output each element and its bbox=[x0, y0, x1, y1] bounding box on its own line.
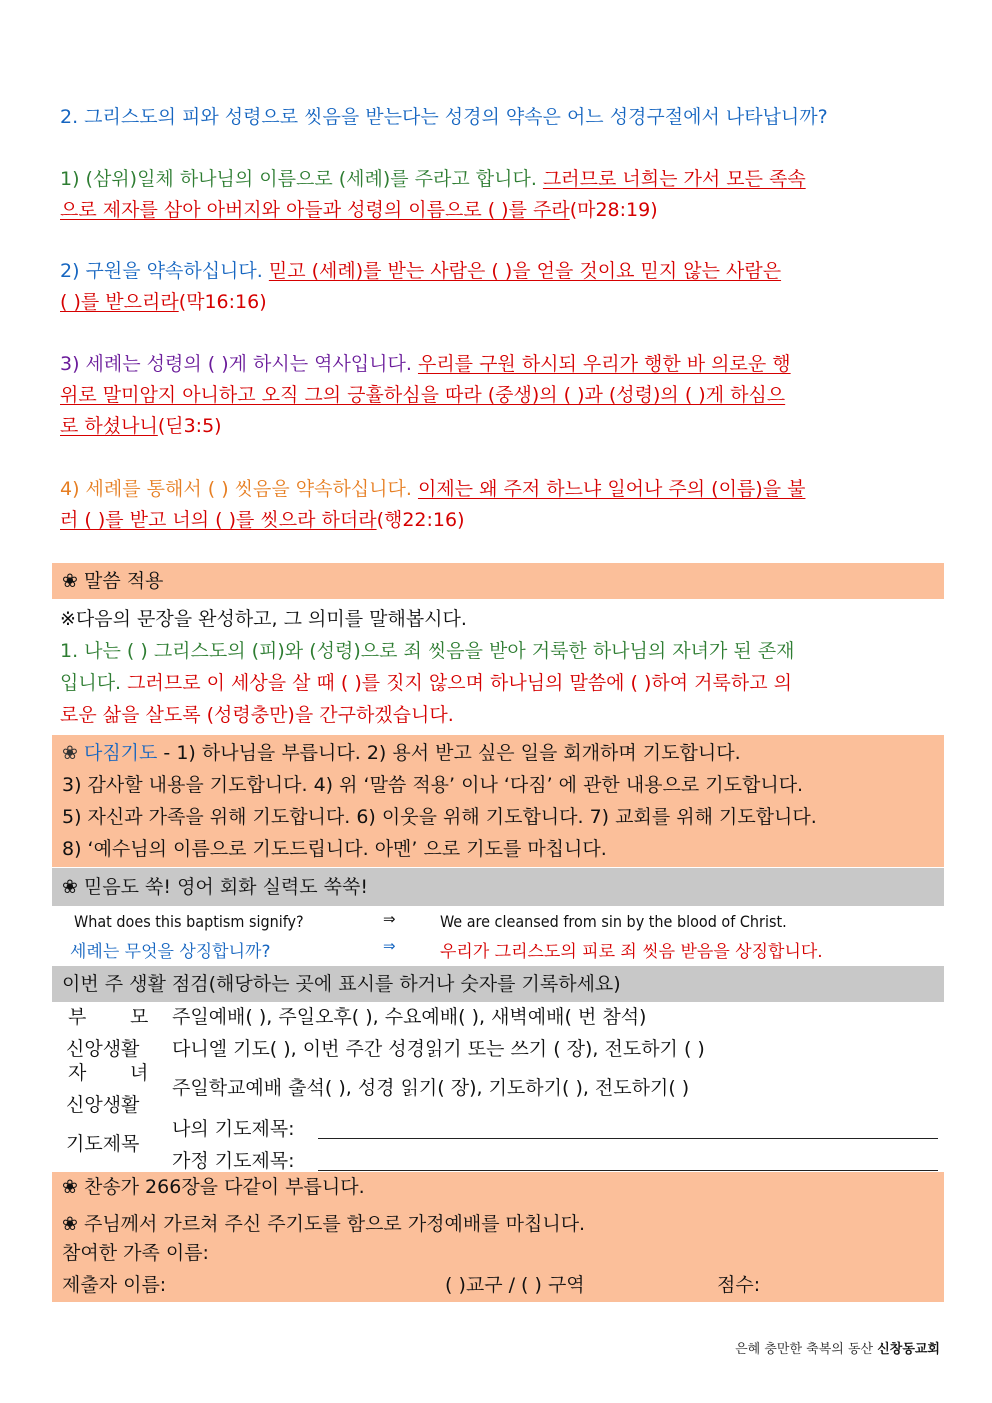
english-answer: We are cleansed from sin by the blood of Christ. bbox=[440, 912, 787, 931]
kids-practice-row: 주일학교예배 출석( ), 성경 읽기( 장), 기도하기( ), 전도하기( ) bbox=[172, 1077, 690, 1099]
my-prayer-field[interactable] bbox=[318, 1138, 938, 1139]
parents-label-faith: 신앙생활 bbox=[66, 1038, 140, 1060]
answer-3-line-3 bbox=[60, 411, 940, 441]
application-line-2-green: 입니다. bbox=[60, 672, 122, 694]
hymn-line: ❀ 찬송가 266장을 다같이 부릅니다. bbox=[62, 1176, 365, 1198]
application-heading: ❀ 말씀 적용 bbox=[62, 570, 164, 592]
answer-2-verse-1: 믿고 (세례)를 받는 사람은 ( )을 얻을 것이요 믿지 않는 사람은 bbox=[268, 260, 782, 282]
score-label: 점수: bbox=[717, 1274, 761, 1296]
kids-label-ja: 자 bbox=[68, 1062, 87, 1084]
question-2: 2. 그리스도의 피와 성령으로 씻음을 받는다는 성경의 약속은 어느 성경구절에서 나타납니까? bbox=[60, 106, 828, 128]
answer-4-ref: (행22:16) bbox=[376, 509, 465, 531]
answer-4-verse-1: 이제는 왜 주저 하느냐 일어나 주의 (이름)을 불 bbox=[417, 478, 806, 500]
footer bbox=[735, 1338, 940, 1357]
english-question: What does this baptism signify? bbox=[74, 912, 304, 931]
answer-1-verse-1: 그러므로 너희는 가서 모든 족속 bbox=[542, 168, 806, 190]
prayer-step-1: - 1) 하나님을 부릅니다. 2) 용서 받고 싶은 일을 회개하며 기도합니다. bbox=[157, 742, 741, 764]
application-line-1: 1. 나는 ( ) 그리스도의 (피)와 (성령)으로 죄 씻음을 받아 거룩한 하나님의 자녀가 된 존재 bbox=[60, 640, 795, 662]
korean-question: 세례는 무엇을 상징합니까? bbox=[70, 942, 271, 962]
district-field: ( )교구 / ( ) 구역 bbox=[445, 1274, 585, 1296]
family-prayer-field[interactable] bbox=[318, 1170, 938, 1171]
footer-slogan: 은혜 충만한 축복의 동산 bbox=[735, 1342, 878, 1357]
prayer-line-2: 3) 감사할 내용을 기도합니다. 4) 위 ‘말씀 적용’ 이나 ‘다짐’ 에 관한 내용으로 기도합니다. bbox=[62, 774, 804, 796]
korean-answer: 우리가 그리스도의 피로 죄 씻음 받음을 상징합니다. bbox=[440, 942, 823, 962]
answer-2-ref: (막16:16) bbox=[178, 291, 267, 313]
application-line-3: 로운 삶을 살도록 (성령충만)을 간구하겠습니다. bbox=[60, 704, 454, 726]
answer-1-verse-2: 으로 제자를 삼아 아버지와 아들과 성령의 이름으로 ( )를 주라 bbox=[60, 199, 570, 221]
my-prayer-label: 나의 기도제목: bbox=[172, 1118, 295, 1140]
prayer-band bbox=[52, 735, 944, 867]
answer-3-lead: 3) 세례는 성령의 ( )게 하시는 역사입니다. bbox=[60, 353, 412, 375]
answer-1-line-2 bbox=[60, 195, 940, 225]
answer-1-lead: 1) (삼위)일체 하나님의 이름으로 (세례)를 주라고 합니다. bbox=[60, 168, 537, 190]
prayer-topics-label: 기도제목 bbox=[66, 1133, 140, 1155]
family-names-label: 참여한 가족 이름: bbox=[62, 1242, 209, 1264]
answer-4-line-1 bbox=[60, 474, 940, 504]
answer-4-lead: 4) 세례를 통해서 ( ) 씻음을 약속하십니다. bbox=[60, 478, 412, 500]
prayer-line-3: 5) 자신과 가족을 위해 기도합니다. 6) 이웃을 위해 기도합니다. 7) 교회를 위해 기도합니다. bbox=[62, 806, 817, 828]
closing-band bbox=[52, 1172, 944, 1302]
checkup-heading-band bbox=[52, 966, 944, 1002]
answer-2-line-2 bbox=[60, 287, 940, 317]
answer-4-verse-2: 러 ( )를 받고 너의 ( )를 씻으라 하더라 bbox=[60, 509, 377, 531]
answer-2-verse-2: ( )를 받으리라 bbox=[60, 291, 179, 313]
application-instruction: ※다음의 문장을 완성하고, 그 의미를 말해봅시다. bbox=[60, 608, 467, 630]
answer-3-line-1 bbox=[60, 349, 940, 379]
arrow-icon: ⇒ bbox=[383, 910, 396, 928]
prayer-title: 다짐기도 bbox=[83, 742, 158, 764]
family-prayer-label: 가정 기도제목: bbox=[172, 1150, 295, 1172]
church-name: 신창동교회 bbox=[877, 1342, 940, 1357]
answer-3-verse-2: 위로 말미암지 아니하고 오직 그의 긍휼하심을 따라 (중생)의 ( )과 (성령)의 ( )게 하심으 bbox=[60, 384, 786, 406]
answer-3-verse-1: 우리를 구원 하시되 우리가 행한 바 의로운 행 bbox=[417, 353, 791, 375]
parents-practice-row: 다니엘 기도( ), 이번 주간 성경읽기 또는 쓰기 ( 장), 전도하기 ( ) bbox=[172, 1038, 705, 1060]
parents-worship-row: 주일예배( ), 주일오후( ), 수요예배( ), 새벽예배( 번 참석) bbox=[172, 1006, 647, 1028]
parents-label-bu: 부 bbox=[68, 1006, 87, 1028]
answer-2-line-1 bbox=[60, 256, 940, 286]
prayer-line-4: 8) ‘예수님의 이름으로 기도드립니다. 아멘’ 으로 기도를 마칩니다. bbox=[62, 838, 607, 860]
answer-1-ref: (마28:19) bbox=[569, 199, 658, 221]
arrow-icon-2: ⇒ bbox=[383, 937, 396, 955]
answer-3-verse-3: 로 하셨나니 bbox=[60, 415, 158, 437]
answer-1-line-1 bbox=[60, 164, 940, 194]
kids-label-nyeo: 녀 bbox=[130, 1062, 149, 1084]
kids-label-faith: 신앙생활 bbox=[66, 1094, 140, 1116]
checkup-heading: 이번 주 생활 점검(해당하는 곳에 표시를 하거나 숫자를 기록하세요) bbox=[62, 973, 621, 995]
parents-label-mo: 모 bbox=[130, 1006, 149, 1028]
english-heading-band bbox=[52, 868, 944, 906]
submitter-label: 제출자 이름: bbox=[62, 1274, 167, 1296]
application-heading-band bbox=[52, 563, 944, 599]
english-heading: ❀ 믿음도 쑥! 영어 회화 실력도 쑥쑥! bbox=[62, 876, 368, 898]
answer-3-line-2 bbox=[60, 380, 940, 410]
prayer-line-1 bbox=[62, 738, 741, 768]
flower-icon: ❀ bbox=[62, 742, 78, 764]
lords-prayer-line: ❀ 주님께서 가르쳐 주신 주기도를 함으로 가정예배를 마칩니다. bbox=[62, 1213, 586, 1235]
answer-3-ref: (딛3:5) bbox=[157, 415, 222, 437]
application-line-2 bbox=[60, 668, 940, 698]
answer-4-line-2 bbox=[60, 505, 940, 535]
answer-2-lead: 2) 구원을 약속하십니다. bbox=[60, 260, 263, 282]
application-line-2-red: 그러므로 이 세상을 살 때 ( )를 짓지 않으며 하나님의 말씀에 ( )하여 거룩하고 의 bbox=[121, 672, 792, 694]
